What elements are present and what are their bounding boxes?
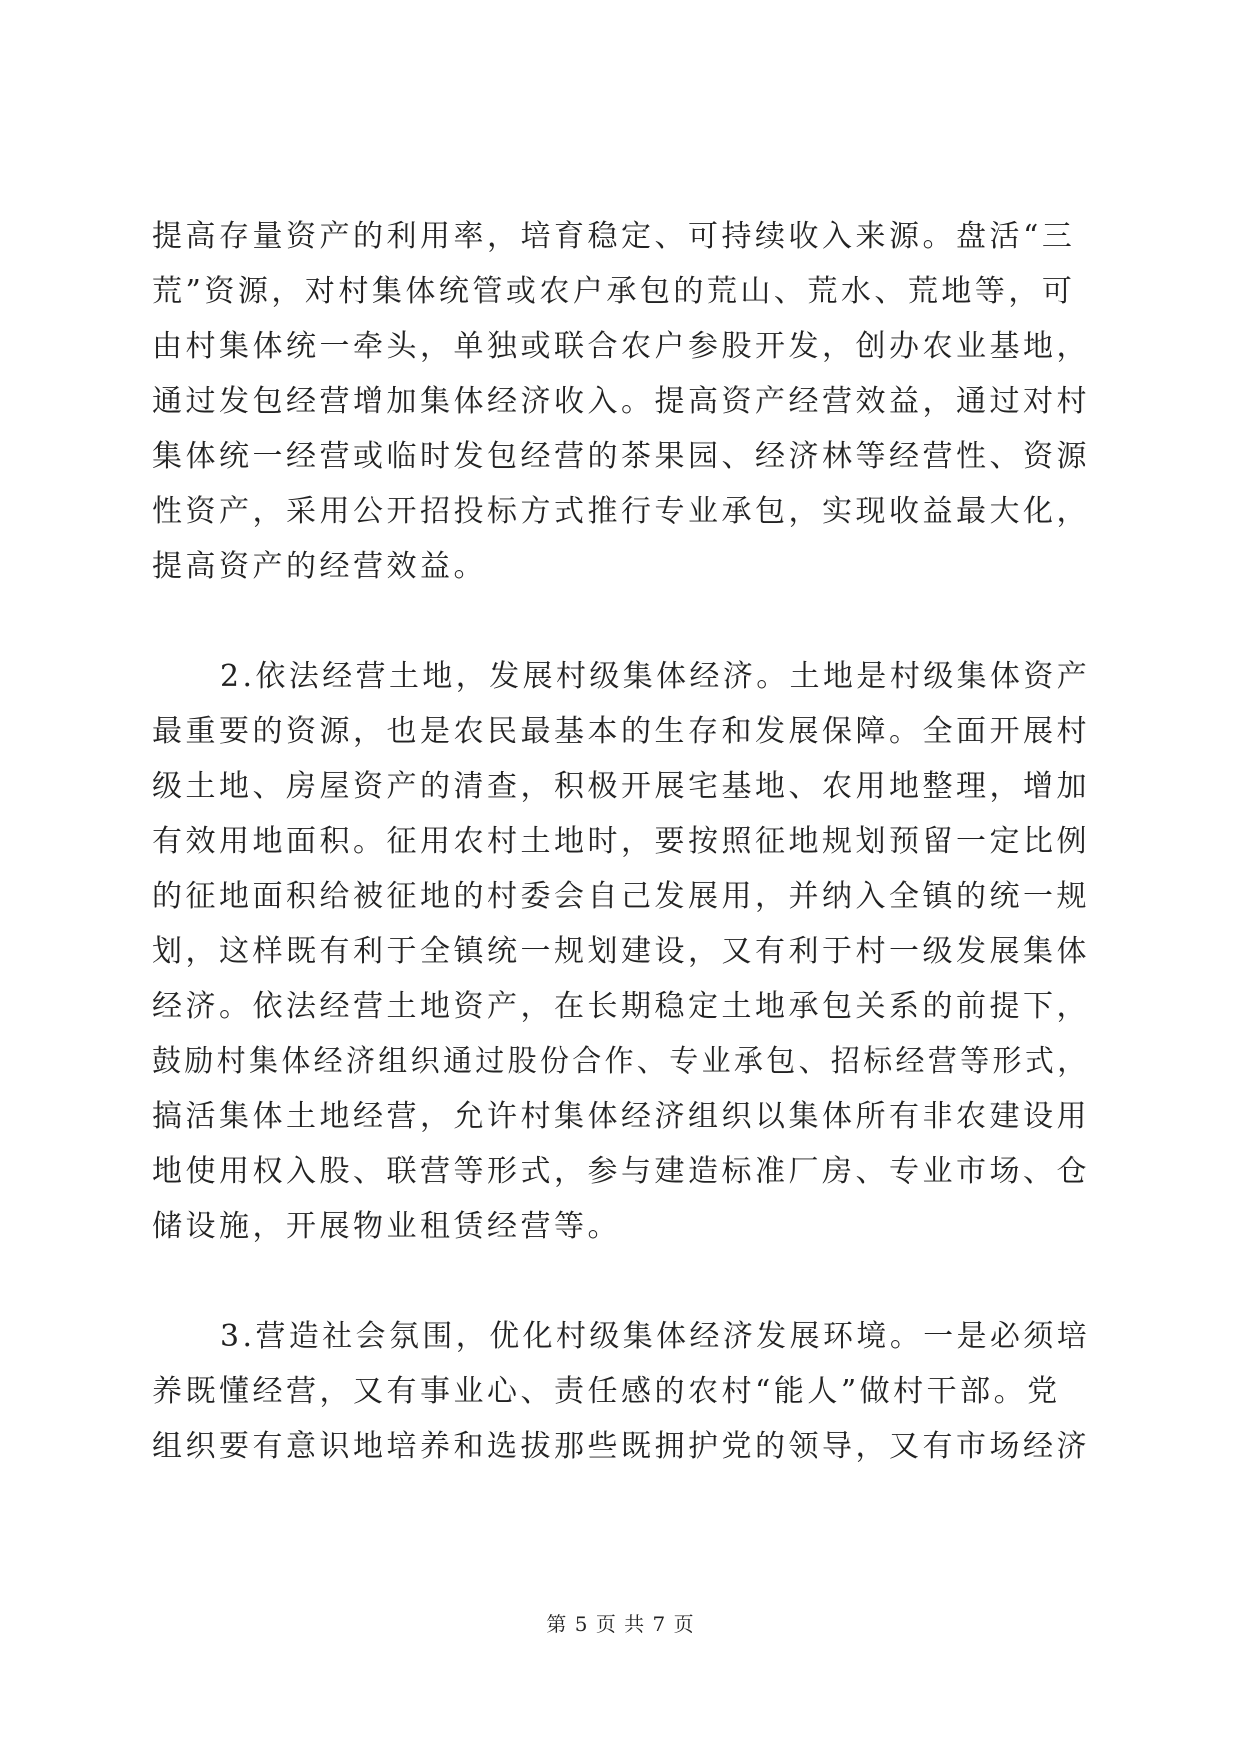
paragraph-line: 2.依法经营土地，发展村级集体经济。土地是村级集体资产 <box>220 659 1091 694</box>
paragraph-line: 储设施，开展物业租赁经营等。 <box>152 1209 621 1244</box>
paragraph-line: 组织要有意识地培养和选拔那些既拥护党的领导，又有市场经济 <box>152 1429 1090 1464</box>
paragraph-line: 通过发包经营增加集体经济收入。提高资产经营效益，通过对村 <box>152 384 1090 419</box>
paragraph-line: 最重要的资源，也是农民最基本的生存和发展保障。全面开展村 <box>152 714 1090 749</box>
paragraph-line: 提高存量资产的利用率，培育稳定、可持续收入来源。盘活“三 <box>152 219 1076 254</box>
page-footer: 第 5 页 共 7 页 <box>546 1612 695 1636</box>
paragraph-line: 搞活集体土地经营，允许村集体经济组织以集体所有非农建设用 <box>152 1099 1090 1134</box>
paragraph-line: 养既懂经营，又有事业心、责任感的农村“能人”做村干部。党 <box>152 1374 1061 1409</box>
paragraph-line: 荒”资源，对村集体统管或农户承包的荒山、荒水、荒地等，可 <box>152 274 1076 309</box>
paragraph-line: 级土地、房屋资产的清查，积极开展宅基地、农用地整理，增加 <box>152 769 1090 804</box>
paragraph-line: 有效用地面积。征用农村土地时，要按照征地规划预留一定比例 <box>152 824 1090 859</box>
paragraph-line: 性资产，采用公开招投标方式推行专业承包，实现收益最大化， <box>152 494 1090 529</box>
paragraph-line: 鼓励村集体经济组织通过股份合作、专业承包、招标经营等形式， <box>152 1044 1090 1079</box>
paragraph-line: 3.营造社会氛围，优化村级集体经济发展环境。一是必须培 <box>220 1319 1091 1354</box>
paragraph-line: 划，这样既有利于全镇统一规划建设，又有利于村一级发展集体 <box>152 934 1090 969</box>
paragraph-line: 提高资产的经营效益。 <box>152 549 487 584</box>
paragraph-line: 的征地面积给被征地的村委会自己发展用，并纳入全镇的统一规 <box>152 879 1090 914</box>
paragraph-line: 经济。依法经营土地资产，在长期稳定土地承包关系的前提下， <box>152 989 1090 1024</box>
paragraph-line: 地使用权入股、联营等形式，参与建造标准厂房、专业市场、仓 <box>152 1154 1090 1189</box>
paragraph-line: 集体统一经营或临时发包经营的茶果园、经济林等经营性、资源 <box>152 439 1090 474</box>
paragraph-line: 由村集体统一牵头，单独或联合农户参股开发，创办农业基地， <box>152 329 1090 364</box>
